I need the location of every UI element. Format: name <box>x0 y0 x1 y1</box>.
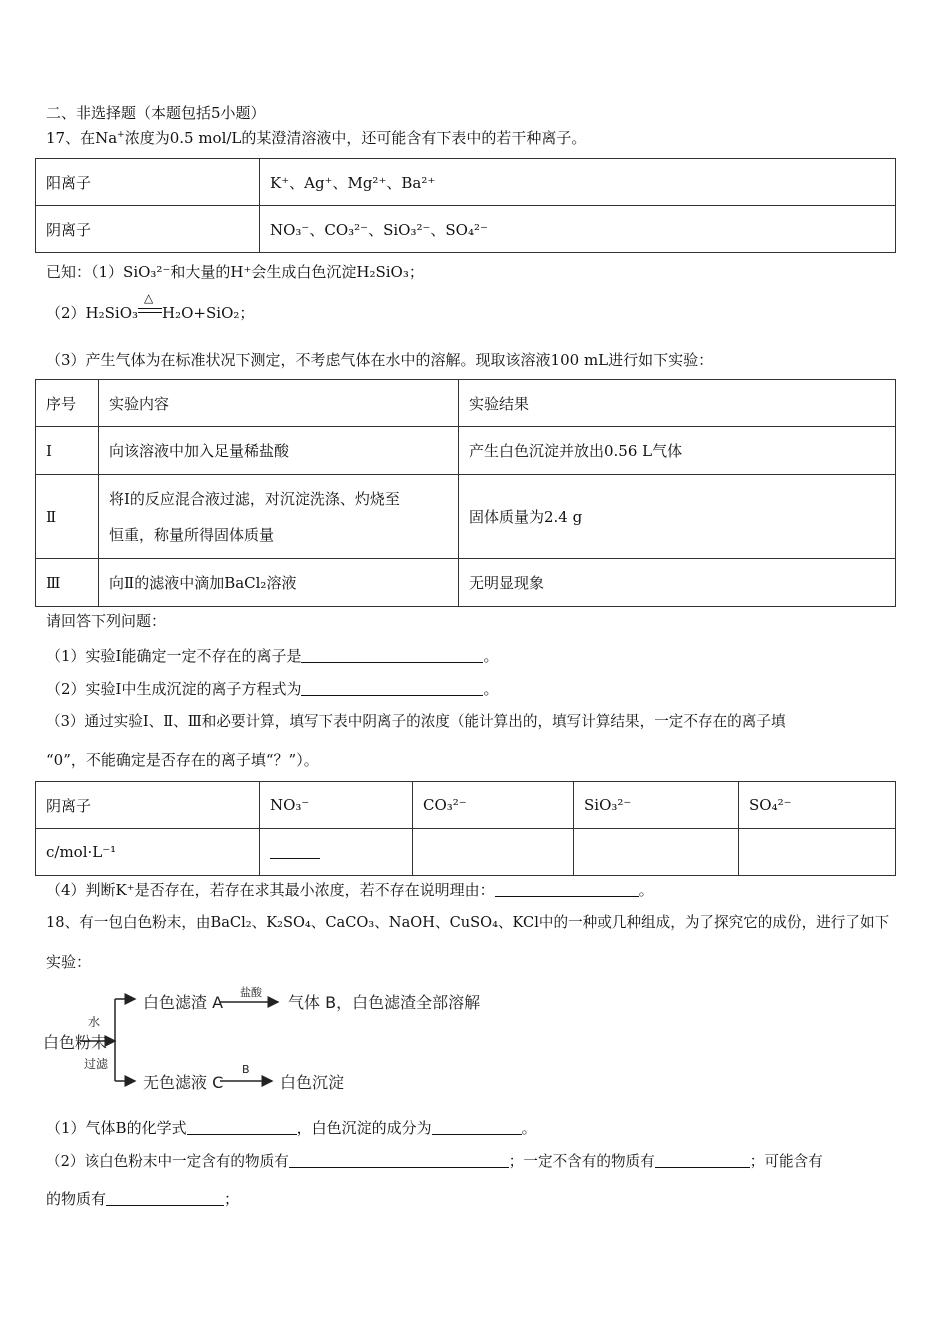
q18-sub2-text-c: ；可能含有 <box>749 1153 823 1170</box>
flow-label-filter: 过滤 <box>84 1057 109 1071</box>
flow-result-bottom: 白色沉淀 <box>280 1073 345 1092</box>
conc-cell-sio3[interactable] <box>574 829 739 876</box>
exp-result: 无明显现象 <box>459 559 896 607</box>
answer-blank[interactable] <box>655 1153 750 1168</box>
exp-result: 产生白色沉淀并放出0.56 L气体 <box>459 427 896 475</box>
q17-sub2 <box>46 679 499 699</box>
exp-content-line: 恒重，称量所得固体质量 <box>109 525 275 544</box>
conc-header: SO₄²⁻ <box>739 782 896 829</box>
table-row <box>36 206 896 253</box>
ion-row-values: K⁺、Ag⁺、Mg²⁺、Ba²⁺ <box>260 159 896 206</box>
q17-sub4-end: 。 <box>638 881 654 899</box>
ion-table <box>35 158 896 253</box>
q17-sub1-text: （1）实验Ⅰ能确定一定不存在的离子是 <box>46 647 302 665</box>
answer-prompt: 请回答下列问题： <box>46 612 167 630</box>
known-3: （3）产生气体为在标准状况下测定，不考虑气体在水中的溶解。现取该溶液100 mL进行如下实验： <box>46 351 714 369</box>
exp-content: 向该溶液中加入足量稀盐酸 <box>99 427 459 475</box>
flow-label-water: 水 <box>88 1015 101 1029</box>
answer-blank[interactable] <box>301 681 483 696</box>
flow-node-filtrate-c: 无色滤液 C <box>143 1073 224 1092</box>
known-2 <box>46 291 255 323</box>
q18-intro-line1: 18、有一包白色粉末，由BaCl₂、K₂SO₄、CaCO₃、NaOH、CuSO₄、KCl中的一种或几种组成，为了探究它的成份，进行了如下 <box>46 914 890 931</box>
answer-blank[interactable] <box>301 648 483 663</box>
known-2-left: （2）H₂SiO₃ <box>46 304 139 322</box>
answer-blank[interactable] <box>495 882 639 897</box>
header-content: 实验内容 <box>99 380 459 427</box>
header-no: 序号 <box>36 380 99 427</box>
exp-no: Ⅱ <box>36 475 99 559</box>
known-1: 已知：（1）SiO₃²⁻和大量的H⁺会生成白色沉淀H₂SiO₃； <box>46 263 424 281</box>
q17-sub2-text: （2）实验Ⅰ中生成沉淀的离子方程式为 <box>46 680 302 698</box>
ion-row-values: NO₃⁻、CO₃²⁻、SiO₃²⁻、SO₄²⁻ <box>260 206 896 253</box>
q18-sub2-end: ； <box>224 1190 240 1208</box>
q17-sub3-line1: （3）通过实验Ⅰ、Ⅱ、Ⅲ和必要计算，填写下表中阴离子的浓度（能计算出的，填写计算结果，一定不存在的离子填 <box>46 713 786 730</box>
flow-label-hcl: 盐酸 <box>240 986 262 999</box>
answer-blank[interactable] <box>289 1153 509 1168</box>
exp-content: 向Ⅱ的滤液中滴加BaCl₂溶液 <box>99 559 459 607</box>
known-2-right: H₂O+SiO₂； <box>162 304 255 322</box>
exp-content <box>99 475 459 559</box>
table-header-row <box>36 782 896 829</box>
conc-cell-co3[interactable] <box>413 829 574 876</box>
answer-blank[interactable] <box>106 1191 224 1206</box>
flow-start: 白色粉末 <box>43 1033 108 1052</box>
conc-header: 阴离子 <box>36 782 260 829</box>
q18-sub1-text-b: ，白色沉淀的成分为 <box>296 1119 432 1137</box>
flow-result-top: 气体 B，白色滤渣全部溶解 <box>288 993 481 1012</box>
exp-no: Ⅰ <box>36 427 99 475</box>
experiment-flow-diagram <box>40 985 520 1095</box>
conc-cell-so4[interactable] <box>739 829 896 876</box>
answer-blank[interactable] <box>270 844 320 859</box>
q18-sub1-text-a: （1）气体B的化学式 <box>46 1119 187 1137</box>
q18-intro-line2: 实验： <box>46 953 92 971</box>
q18-sub1-end: 。 <box>521 1119 537 1137</box>
q17-sub4 <box>46 880 654 900</box>
conc-row-label: c/mol·L⁻¹ <box>36 829 260 876</box>
q18-sub2 <box>46 1152 823 1172</box>
delta-icon: △ <box>144 291 154 305</box>
answer-blank[interactable] <box>187 1120 297 1135</box>
answer-blank[interactable] <box>432 1120 522 1135</box>
exp-result: 固体质量为2.4 g <box>459 475 896 559</box>
table-row <box>36 159 896 206</box>
section-heading: 二、非选择题（本题包括5小题） <box>46 104 266 122</box>
q17-intro-suffix: 浓度为0.5 mol/L的某澄清溶液中，还可能含有下表中的若干种离子。 <box>124 129 587 147</box>
q18-sub2-text-a: （2）该白色粉末中一定含有的物质有 <box>46 1153 289 1170</box>
exp-content-line: 将Ⅰ的反应混合液过滤，对沉淀洗涤、灼烧至 <box>109 489 400 508</box>
conc-header: SiO₃²⁻ <box>574 782 739 829</box>
flow-label-b: B <box>242 1063 250 1076</box>
q18-sub2-text-b: ；一定不含有的物质有 <box>508 1153 655 1170</box>
ion-row-label: 阴离子 <box>36 206 260 253</box>
q17-sub4-text: （4）判断K⁺是否存在，若存在求其最小浓度，若不存在说明理由： <box>46 881 495 899</box>
heat-equals-sign <box>138 291 162 320</box>
flow-node-residue-a: 白色滤渣 A <box>143 993 224 1012</box>
conc-header: NO₃⁻ <box>260 782 413 829</box>
q17-intro-prefix: 17、在Na <box>46 129 118 147</box>
table-row <box>36 559 896 607</box>
q18-sub1 <box>46 1118 537 1138</box>
q17-intro-sup: + <box>117 130 125 140</box>
conc-cell-no3[interactable] <box>260 829 413 876</box>
table-header-row <box>36 380 896 427</box>
q17-sub3-line2: “0”，不能确定是否存在的离子填“？”）。 <box>46 751 319 769</box>
table-row <box>36 475 896 559</box>
q17-sub1 <box>46 646 499 666</box>
exp-no: Ⅲ <box>36 559 99 607</box>
experiment-table <box>35 379 896 607</box>
table-row <box>36 427 896 475</box>
q17-sub1-end: 。 <box>483 647 499 665</box>
q17-intro <box>46 128 586 148</box>
ion-row-label: 阳离子 <box>36 159 260 206</box>
header-result: 实验结果 <box>459 380 896 427</box>
concentration-table <box>35 781 896 876</box>
table-row <box>36 829 896 876</box>
conc-header: CO₃²⁻ <box>413 782 574 829</box>
q17-sub2-end: 。 <box>483 680 499 698</box>
q18-sub2-line2 <box>46 1189 239 1209</box>
q18-sub2-line2-text: 的物质有 <box>46 1190 107 1208</box>
